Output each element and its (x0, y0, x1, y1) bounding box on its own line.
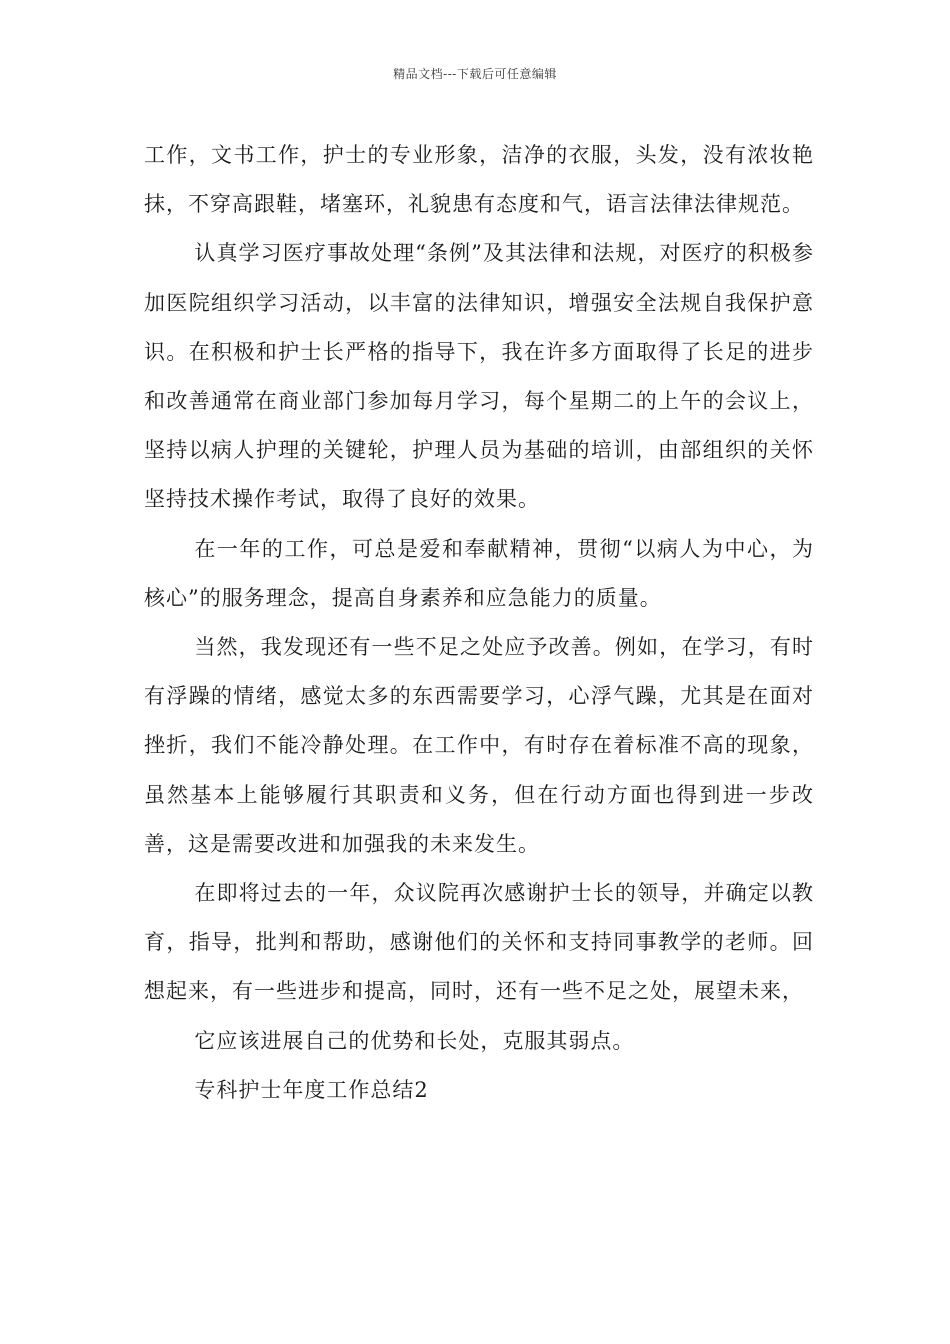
document-body (144, 131, 814, 1115)
paragraph-3: 在一年的工作，可总是爱和奉献精神，贯彻“以病人为中心，为核心”的服务理念，提高自身素养和应急能力的质量。 (144, 536, 814, 610)
section-heading: 专科护士年度工作总结2 (194, 1077, 429, 1102)
paragraph-1: 工作，文书工作，护士的专业形象，洁净的衣服，头发，没有浓妆艳抹，不穿高跟鞋，堵塞环，礼貌患有态度和气，语言法律法律规范。 (144, 143, 814, 217)
paragraph-5: 在即将过去的一年，众议院再次感谢护士长的领导，并确定以教育，指导，批判和帮助，感谢他们的关怀和支持同事教学的老师。回想起来，有一些进步和提高，同时，还有一些不足之处，展望未来， (144, 881, 814, 1004)
paragraph-2: 认真学习医疗事故处理“条例”及其法律和法规，对医疗的积极参加医院组织学习活动，以丰富的法律知识，增强安全法规自我保护意识。在积极和护士长严格的指导下，我在许多方面取得了长足的进步和改善通常在商业部门参加每月学习，每个星期二的上午的会议上，坚持以病人护理的关键轮，护理人员为基础的培训，由部组织的关怀坚持技术操作考试，取得了良好的效果。 (144, 241, 814, 512)
page-header: 精品文档---下载后可任意编辑 (393, 67, 557, 81)
paragraph-4: 当然，我发现还有一些不足之处应予改善。例如，在学习，有时有浮躁的情绪，感觉太多的东西需要学习，心浮气躁，尤其是在面对挫折，我们不能冷静处理。在工作中，有时存在着标准不高的现象，虽然基本上能够履行其职责和义务，但在行动方面也得到进一步改善，这是需要改进和加强我的未来发生。 (144, 635, 814, 856)
paragraph-6: 它应该进展自己的优势和长处，克服其弱点。 (194, 1028, 635, 1053)
